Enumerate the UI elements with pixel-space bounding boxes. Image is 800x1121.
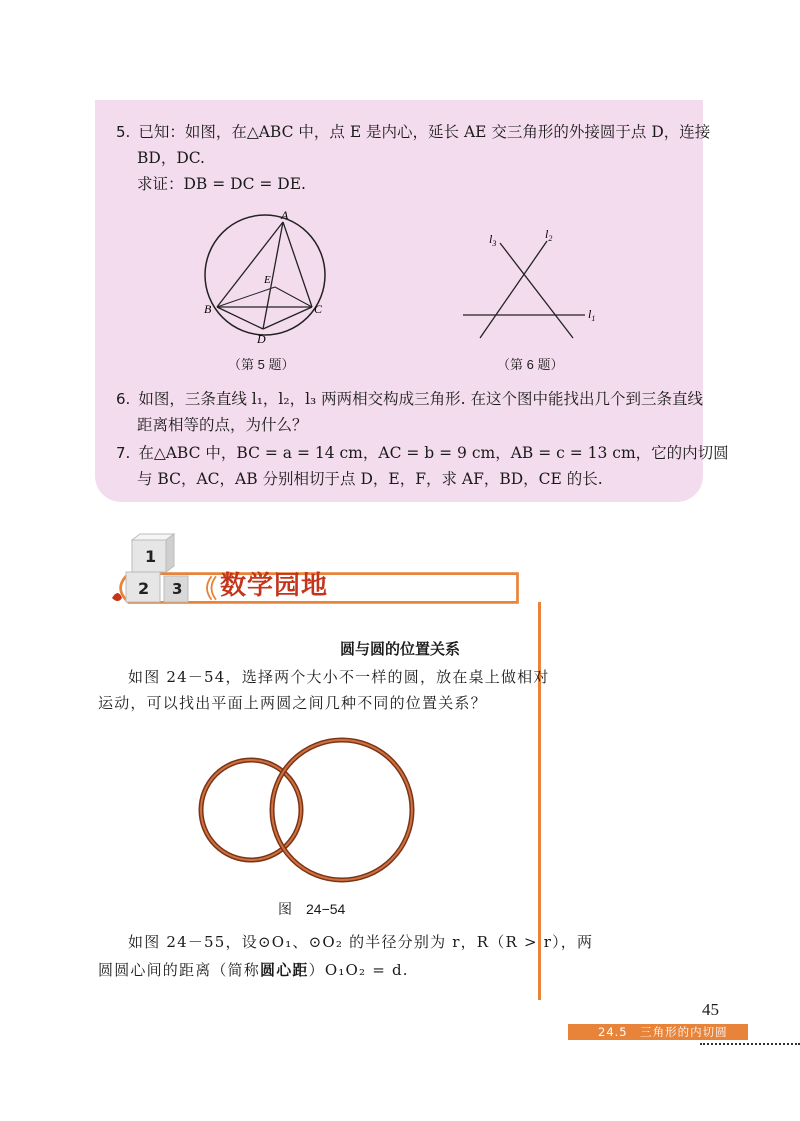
q5-number: 5. bbox=[116, 123, 131, 141]
q6-line1 bbox=[116, 389, 703, 409]
para1-line2: 运动，可以找出平面上两圆之间几种不同的位置关系？ bbox=[98, 694, 487, 712]
q6-line2: 距离相等的点，为什么？ bbox=[137, 416, 308, 434]
q7-number: 7. bbox=[116, 444, 131, 462]
label-a: A bbox=[281, 208, 289, 222]
page-number: 45 bbox=[702, 1000, 719, 1019]
small-ring-inner bbox=[201, 760, 301, 860]
figure-24-54 bbox=[195, 728, 430, 888]
large-ring-inner bbox=[272, 740, 412, 880]
fig5-caption: （第 5 题） bbox=[228, 357, 295, 372]
article-title: 圆与圆的位置关系 bbox=[339, 640, 460, 658]
fig6-caption: （第 6 题） bbox=[497, 357, 564, 372]
label-e: E bbox=[264, 274, 271, 286]
q5-line2: BD，DC. bbox=[137, 149, 205, 167]
q7-text1: 在△ABC 中，BC = a = 14 cm，AC = b = 9 cm，AB = c = 13 cm，它的内切圆 bbox=[138, 444, 729, 462]
side-ab bbox=[217, 222, 283, 307]
footer-dots bbox=[700, 1043, 800, 1045]
para2-line1: 如图 24－55，设⊙O₁、⊙O₂ 的半径分别为 r，R（R > r），两 bbox=[128, 933, 594, 951]
block-2: 2 bbox=[138, 579, 150, 598]
q5-text1: 已知：如图，在△ABC 中，点 E 是内心，延长 AE 交三角形的外接圆于点 D，连接 bbox=[138, 123, 711, 141]
line-l2 bbox=[480, 241, 547, 338]
figure-6 bbox=[455, 225, 615, 350]
q6-text1: 如图，三条直线 l₁，l₂，l₃ 两两相交构成三角形. 在这个图中能找出几个到三条直线 bbox=[138, 390, 704, 408]
figure-caption: 图 24−54 bbox=[278, 901, 346, 917]
q5-line1 bbox=[116, 122, 710, 142]
label-l2: $l_2$ bbox=[545, 227, 553, 243]
chapter-label: 24.5 三角形的内切圆 bbox=[568, 1024, 748, 1040]
para2-line2 bbox=[98, 960, 409, 980]
para2-line2-b: ）O₁O₂ = d. bbox=[308, 961, 409, 979]
term-center-distance: 圆心距 bbox=[260, 961, 309, 979]
q5-line3: 求证：DB = DC = DE. bbox=[137, 175, 306, 193]
side-ac bbox=[283, 222, 312, 307]
number-blocks-icon bbox=[108, 532, 198, 612]
para2-line2-a: 圆圆心间的距离（简称 bbox=[98, 961, 261, 979]
q7-line2: 与 BC，AC，AB 分别相切于点 D，E，F，求 AF，BD，CE 的长. bbox=[137, 470, 603, 488]
label-l1: $l_1$ bbox=[588, 307, 596, 323]
figure-5 bbox=[195, 205, 335, 345]
section-title: 数学园地 bbox=[220, 571, 329, 601]
q7-line1 bbox=[116, 443, 729, 463]
segment-be bbox=[217, 287, 275, 307]
block-3: 3 bbox=[172, 580, 183, 598]
segment-cd bbox=[263, 307, 312, 329]
label-d: D bbox=[257, 332, 266, 345]
q6-number: 6. bbox=[116, 390, 131, 408]
para1-line1: 如图 24－54，选择两个大小不一样的圆，放在桌上做相对 bbox=[128, 668, 550, 686]
label-l3: $l_3$ bbox=[489, 232, 497, 248]
label-b: B bbox=[204, 302, 212, 316]
block-1: 1 bbox=[145, 547, 157, 566]
label-c: C bbox=[314, 302, 323, 316]
